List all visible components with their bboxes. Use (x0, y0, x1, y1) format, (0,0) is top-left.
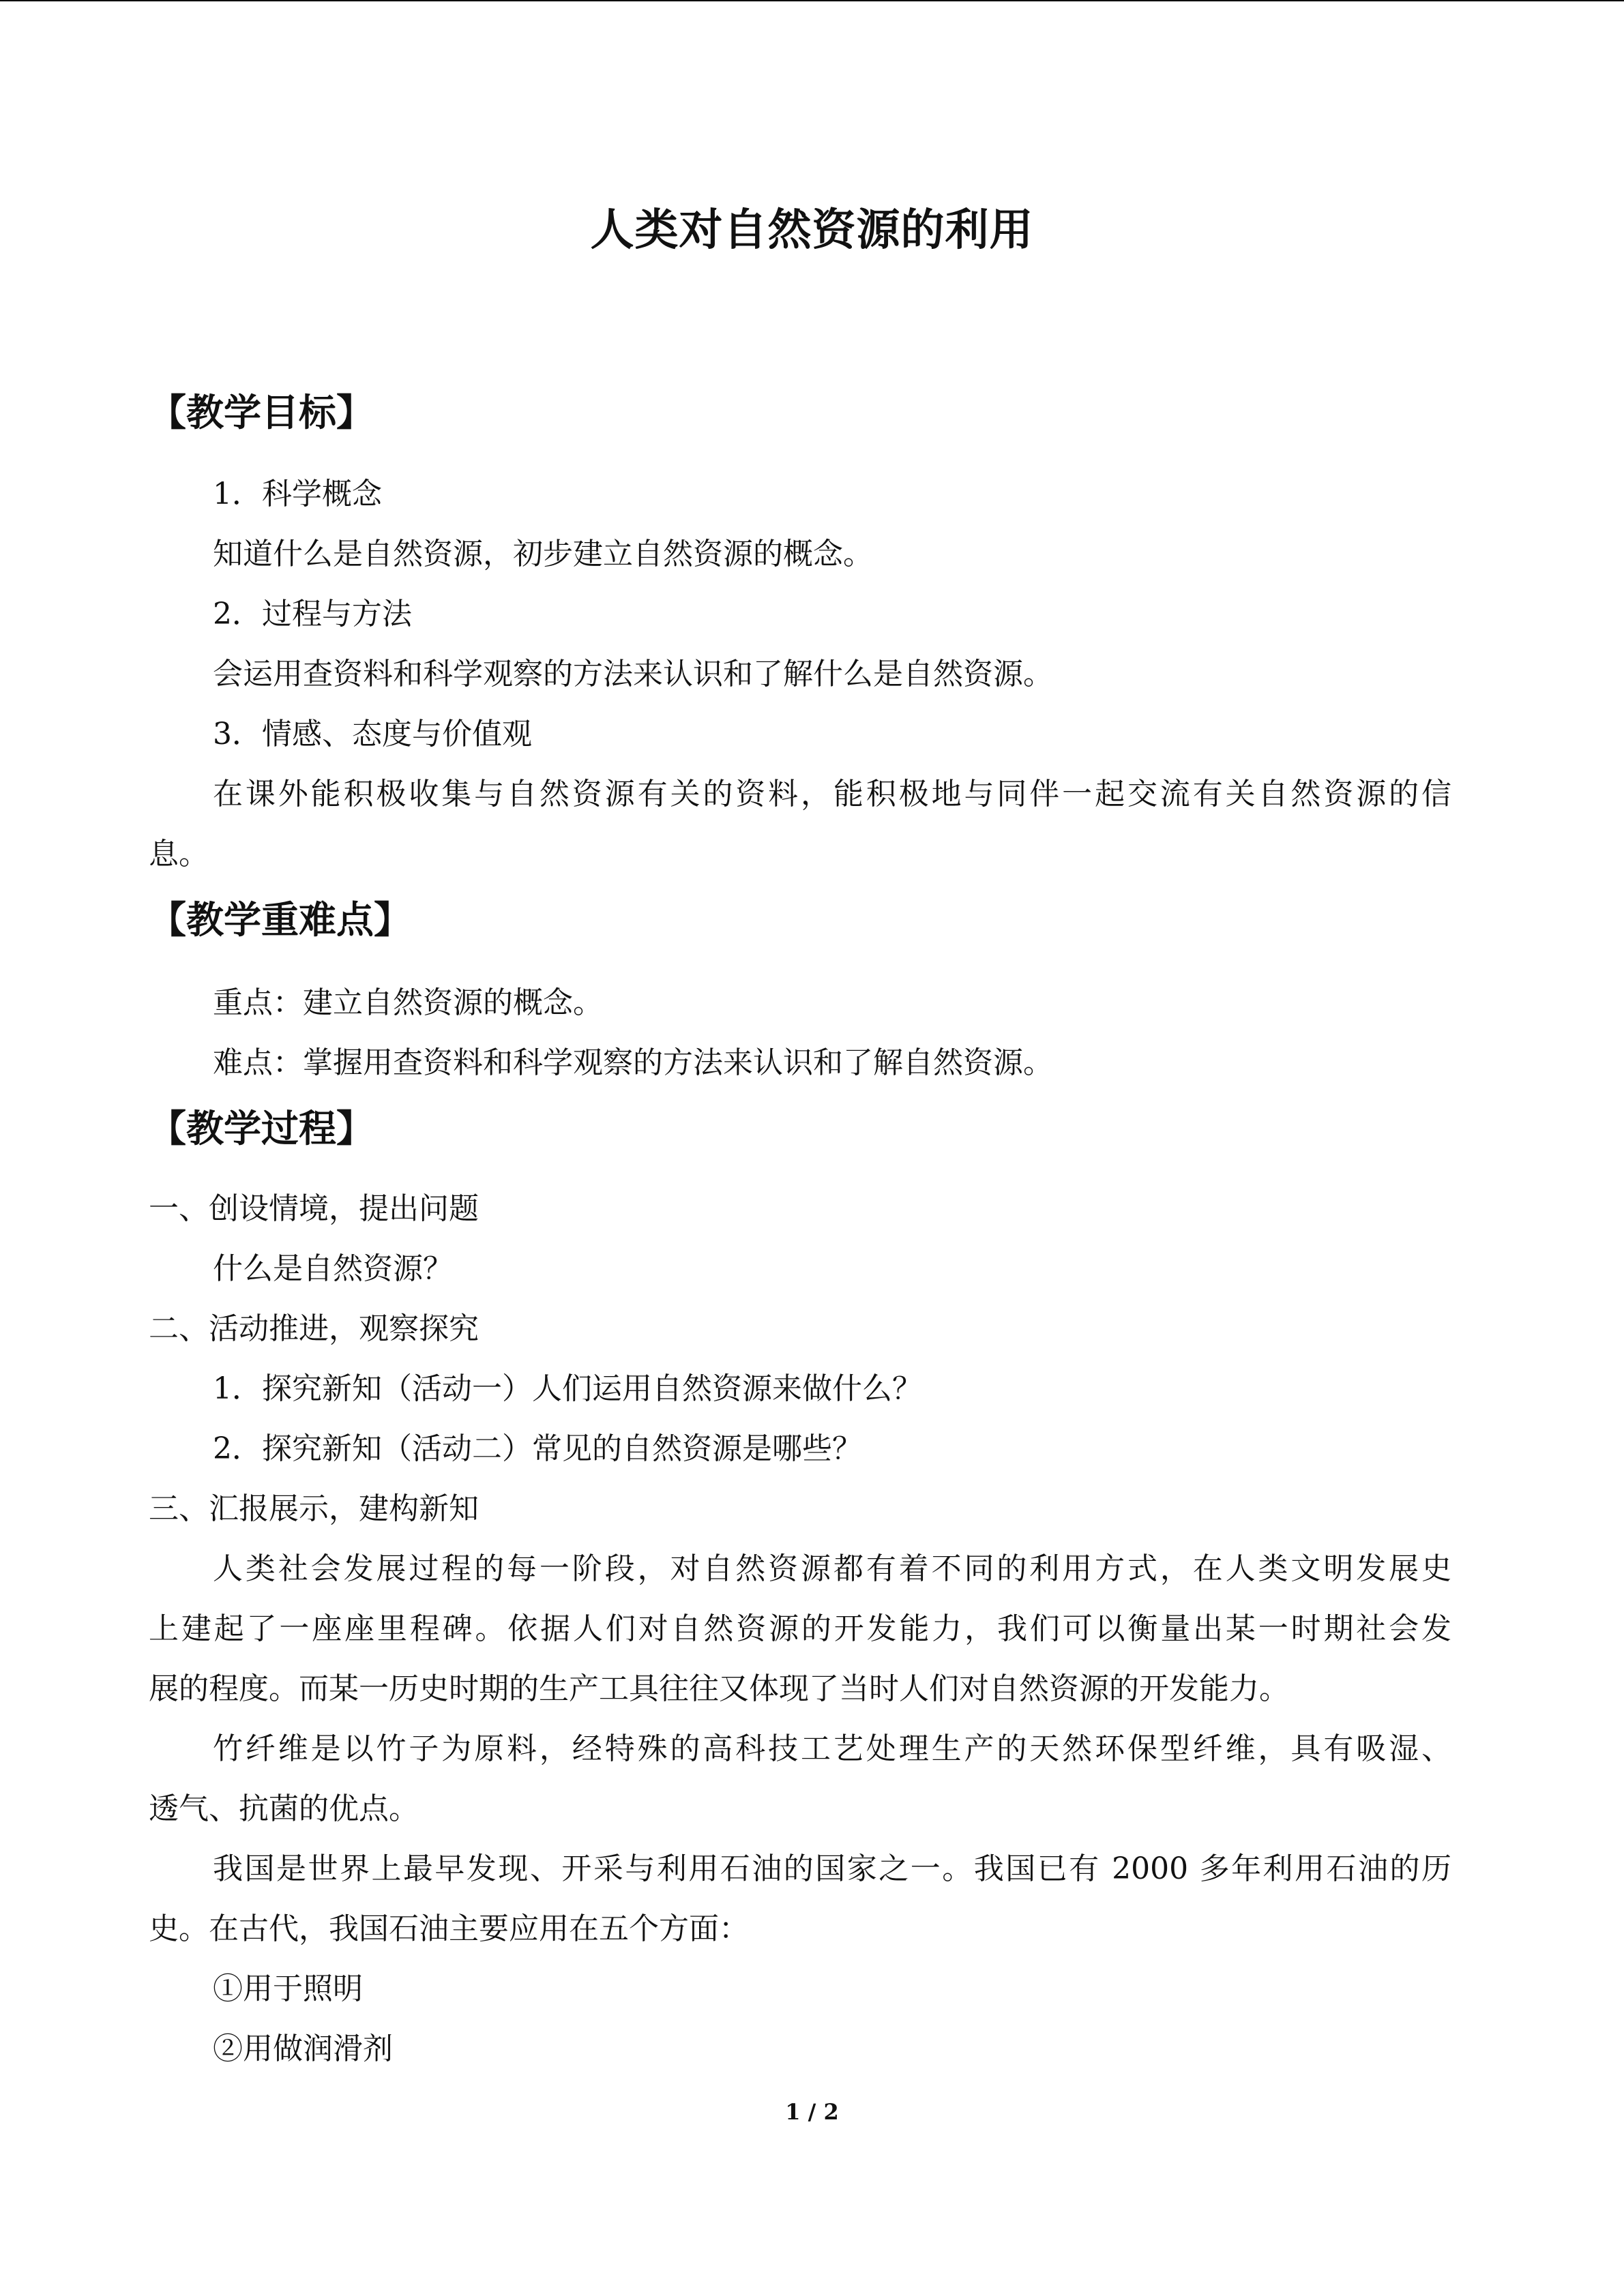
top-border-line (0, 0, 1624, 1)
process-line: 什么是自然资源？ (213, 1251, 453, 1286)
process-line: 透气、抗菌的优点。 (149, 1791, 419, 1826)
objective-line: 1．科学概念 (213, 477, 382, 511)
process-line: 上建起了一座座里程碑。依据人们对自然资源的开发能力，我们可以衡量出某一时期社会发 (149, 1611, 1451, 1646)
process-line: 1．探究新知（活动一）人们运用自然资源来做什么？ (213, 1371, 922, 1406)
objective-line: 在课外能积极收集与自然资源有关的资料，能积极地与同伴一起交流有关自然资源的信 (213, 777, 1451, 811)
objective-line: 3．情感、态度与价值观 (213, 717, 532, 751)
key-point-line: 难点：掌握用查资料和科学观察的方法来认识和了解自然资源。 (213, 1045, 1053, 1080)
process-line: 一、创设情境，提出问题 (149, 1191, 479, 1226)
process-line: ②用做润滑剂 (213, 2031, 393, 2066)
objective-line: 2．过程与方法 (213, 597, 412, 631)
section-heading-key-points: 【教学重难点】 (149, 898, 412, 942)
process-line: 我国是世界上最早发现、开采与利用石油的国家之一。我国已有 2000 多年利用石油的历 (213, 1851, 1451, 1886)
process-line: ①用于照明 (213, 1971, 363, 2006)
process-line: 2．探究新知（活动二）常见的自然资源是哪些？ (213, 1431, 862, 1466)
objective-line: 息。 (149, 837, 209, 871)
process-line: 三、汇报展示，建构新知 (149, 1491, 479, 1526)
process-line: 竹纤维是以竹子为原料，经特殊的高科技工艺处理生产的天然环保型纤维，具有吸湿、 (213, 1731, 1451, 1766)
page-number: 1 / 2 (785, 2099, 839, 2125)
section-heading-process: 【教学过程】 (149, 1107, 374, 1150)
key-point-line: 重点：建立自然资源的概念。 (213, 985, 603, 1020)
document-title: 人类对自然资源的利用 (590, 205, 1034, 256)
process-line: 史。在古代，我国石油主要应用在五个方面： (149, 1911, 749, 1946)
objective-line: 会运用查资料和科学观察的方法来认识和了解什么是自然资源。 (213, 657, 1053, 691)
section-heading-objectives: 【教学目标】 (149, 391, 374, 434)
objective-line: 知道什么是自然资源，初步建立自然资源的概念。 (213, 537, 873, 571)
process-line: 二、活动推进，观察探究 (149, 1311, 479, 1346)
process-line: 展的程度。而某一历史时期的生产工具往往又体现了当时人们对自然资源的开发能力。 (149, 1671, 1289, 1706)
process-line: 人类社会发展过程的每一阶段，对自然资源都有着不同的利用方式，在人类文明发展史 (213, 1551, 1451, 1586)
